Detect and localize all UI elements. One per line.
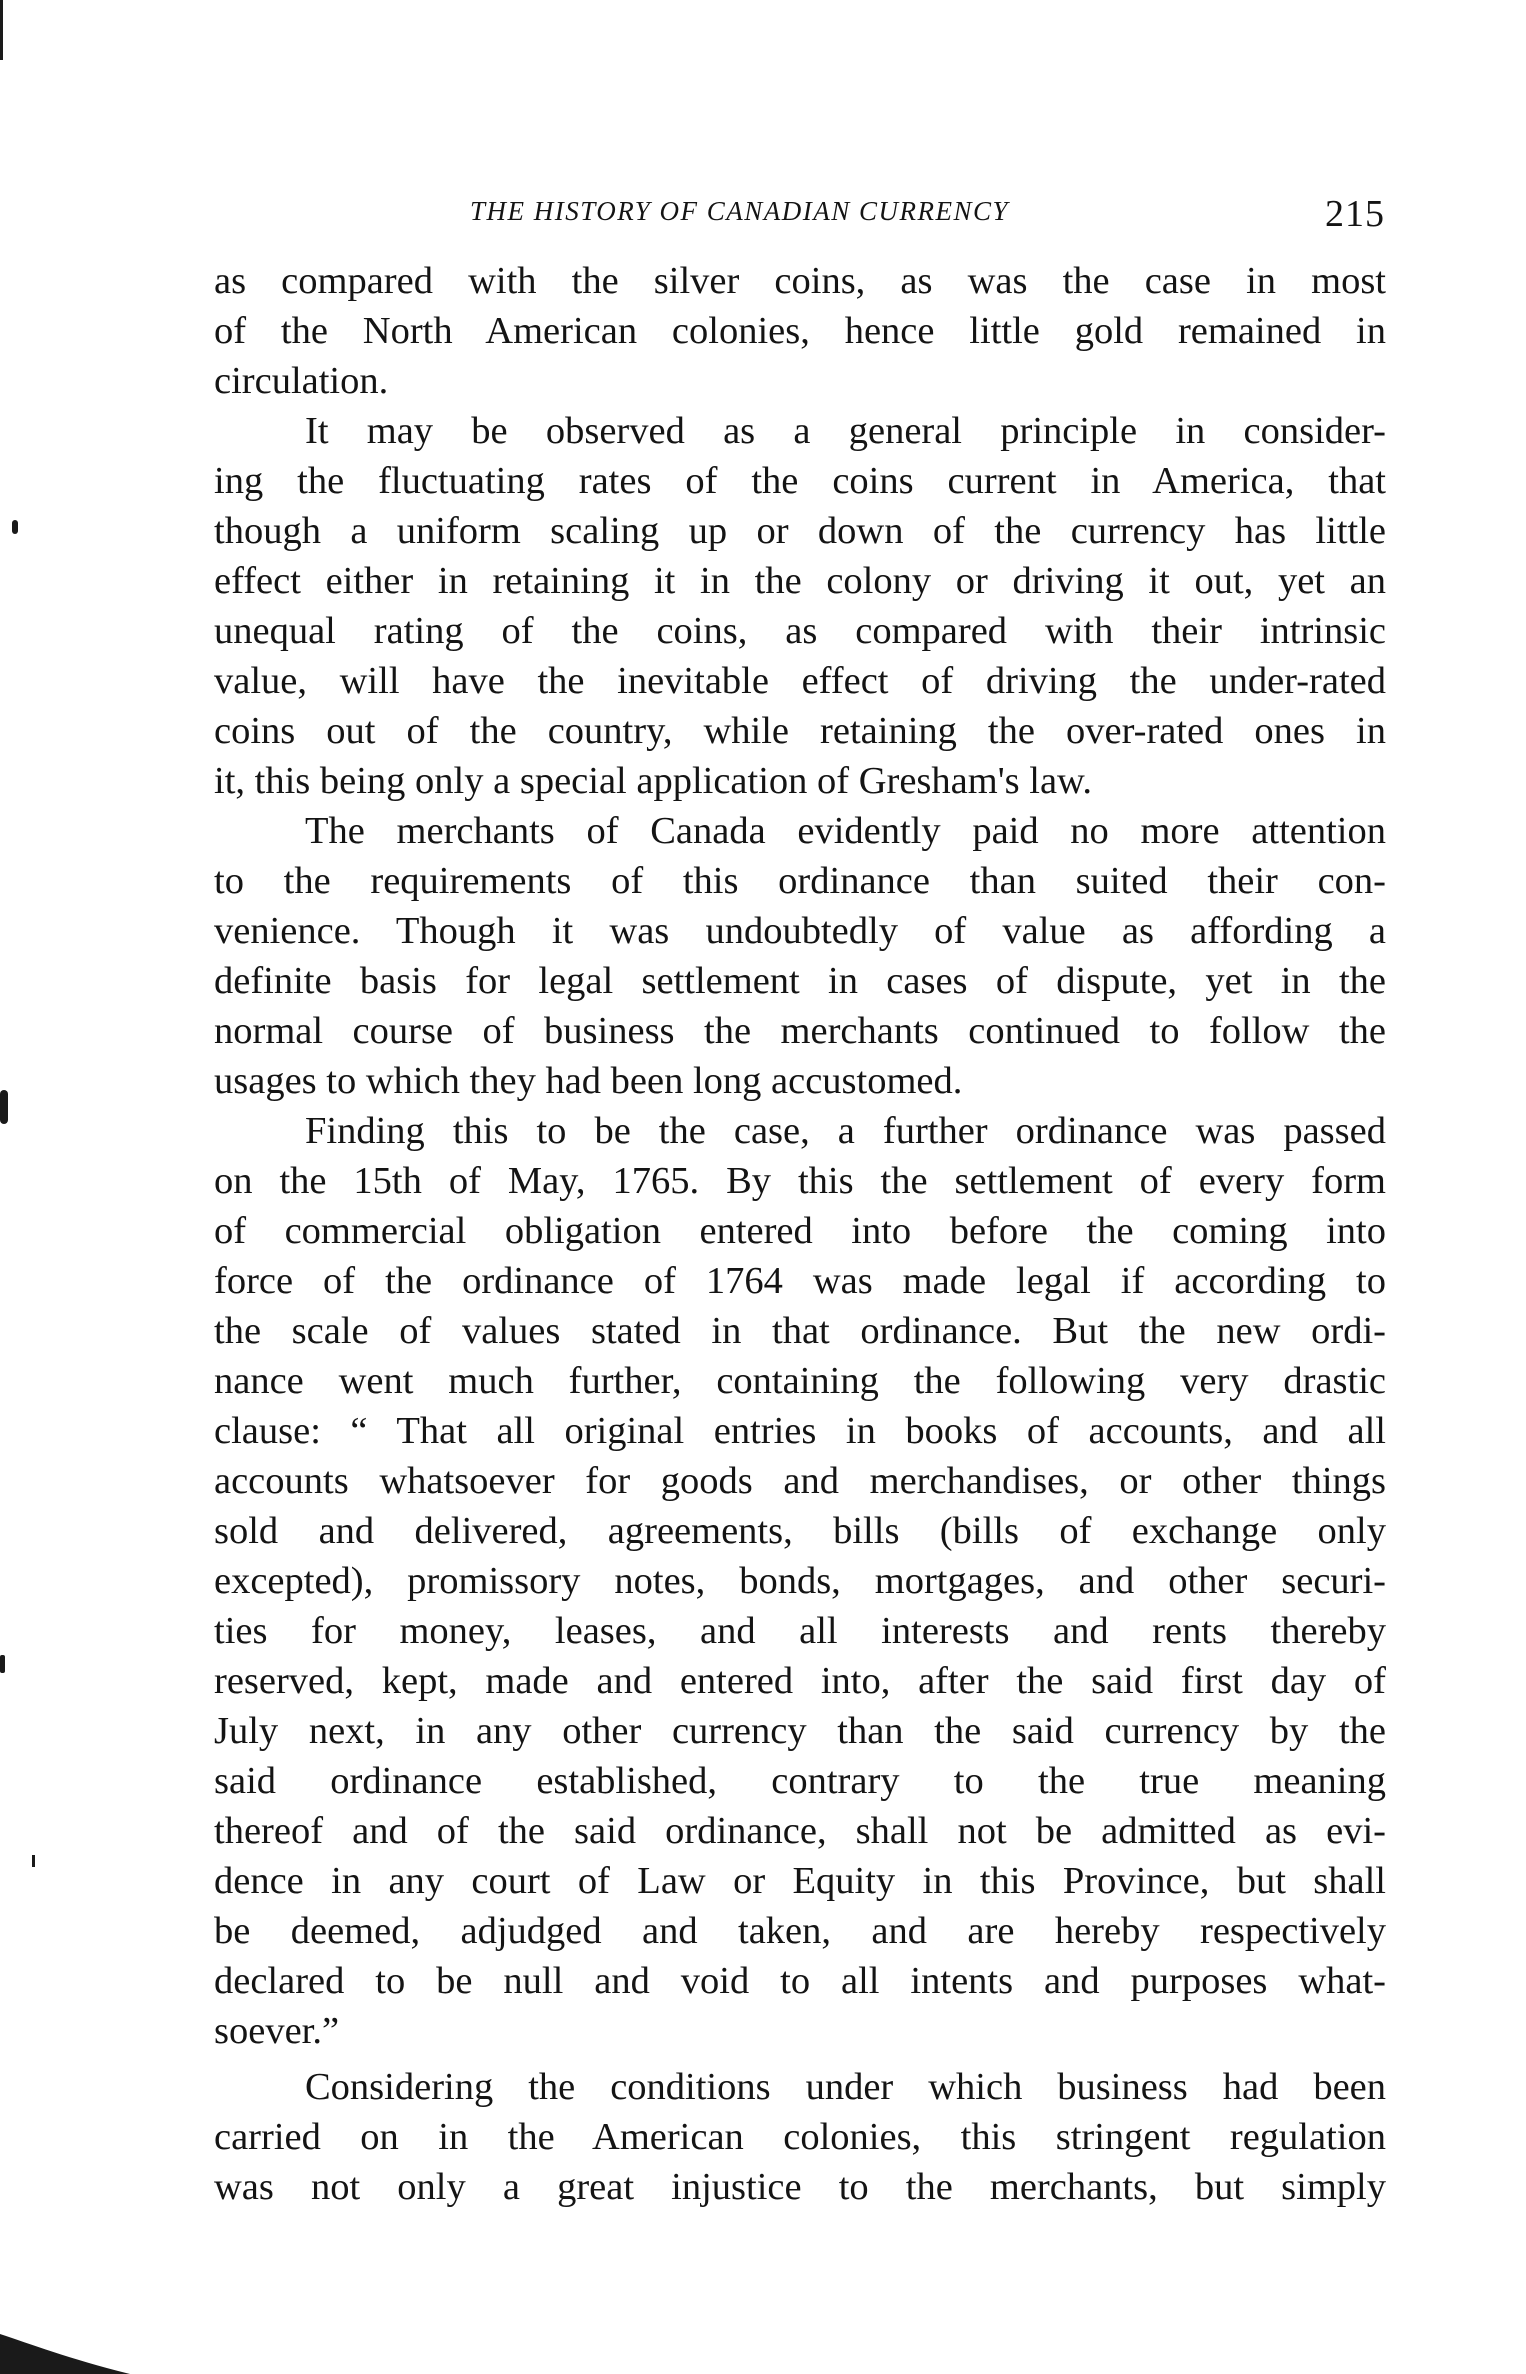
text-line: sold and delivered, agreements, bills (bills of exchange only xyxy=(214,1510,1386,1552)
text-line: venience. Though it was undoubtedly of value as affording a xyxy=(214,910,1386,952)
text-line: circulation. xyxy=(214,360,389,402)
text-line: carried on in the American colonies, this stringent regulation xyxy=(214,2116,1386,2158)
running-title: THE HISTORY OF CANADIAN CURRENCY xyxy=(470,196,1010,226)
text-line: unequal rating of the coins, as compared with their intrinsic xyxy=(214,610,1386,652)
text-line: The merchants of Canada evidently paid no more attention xyxy=(305,810,1386,852)
text-line: nance went much further, containing the following very drastic xyxy=(214,1360,1386,1402)
text-line: soever.” xyxy=(214,2010,340,2052)
page-number: 215 xyxy=(1325,193,1385,235)
text-line: though a uniform scaling up or down of the currency has little xyxy=(214,510,1386,552)
text-line: clause: “ That all original entries in books of accounts, and all xyxy=(214,1410,1386,1452)
text-line: be deemed, adjudged and taken, and are hereby respectively xyxy=(214,1910,1386,1952)
text-line: was not only a great injustice to the merchants, but simply xyxy=(214,2166,1386,2208)
text-line: on the 15th of May, 1765. By this the settlement of every form xyxy=(214,1160,1386,1202)
margin-mark xyxy=(0,1090,8,1124)
corner-smudge xyxy=(0,2304,130,2374)
text-line: to the requirements of this ordinance than suited their con- xyxy=(214,860,1386,902)
text-line: the scale of values stated in that ordinance. But the new ordi- xyxy=(214,1310,1386,1352)
text-line: of commercial obligation entered into before the coming into xyxy=(214,1210,1386,1252)
text-line: excepted), promissory notes, bonds, mortgages, and other securi- xyxy=(214,1560,1386,1602)
text-line: ing the fluctuating rates of the coins current in America, that xyxy=(214,460,1386,502)
text-line: reserved, kept, made and entered into, after the said first day of xyxy=(214,1660,1386,1702)
body-text xyxy=(214,256,1386,2212)
text-line: thereof and of the said ordinance, shall not be admitted as evi- xyxy=(214,1810,1386,1852)
page-header xyxy=(215,193,1385,240)
text-line: value, will have the inevitable effect of driving the under-rated xyxy=(214,660,1386,702)
text-line: July next, in any other currency than the said currency by the xyxy=(214,1710,1386,1752)
paragraph xyxy=(214,2062,1386,2212)
text-line: Finding this to be the case, a further ordinance was passed xyxy=(305,1110,1386,1152)
text-line: said ordinance established, contrary to the true meaning xyxy=(214,1760,1386,1802)
text-line: dence in any court of Law or Equity in this Province, but shall xyxy=(214,1860,1386,1902)
text-line: ties for money, leases, and all interests and rents thereby xyxy=(214,1610,1386,1652)
margin-mark xyxy=(0,1655,5,1673)
text-line: Considering the conditions under which business had been xyxy=(305,2066,1386,2108)
text-line: it, this being only a special application of Gresham's law. xyxy=(214,760,1092,802)
paragraph xyxy=(214,256,1386,406)
paragraph xyxy=(214,806,1386,1106)
text-line: force of the ordinance of 1764 was made legal if according to xyxy=(214,1260,1386,1302)
text-line: effect either in retaining it in the colony or driving it out, yet an xyxy=(214,560,1386,602)
text-line: as compared with the silver coins, as was the case in most xyxy=(214,260,1386,302)
margin-mark xyxy=(32,1855,35,1867)
margin-mark xyxy=(0,0,3,60)
text-line: usages to which they had been long accustomed. xyxy=(214,1060,963,1102)
text-line: accounts whatsoever for goods and merchandises, or other things xyxy=(214,1460,1386,1502)
text-line: of the North American colonies, hence little gold remained in xyxy=(214,310,1386,352)
text-line: normal course of business the merchants continued to follow the xyxy=(214,1010,1386,1052)
text-line: It may be observed as a general principle in consider- xyxy=(305,410,1386,452)
text-line: declared to be null and void to all intents and purposes what- xyxy=(214,1960,1386,2002)
text-line: coins out of the country, while retaining the over-rated ones in xyxy=(214,710,1386,752)
text-line: definite basis for legal settlement in cases of dispute, yet in the xyxy=(214,960,1386,1002)
paragraph xyxy=(214,406,1386,806)
paragraph xyxy=(214,1106,1386,2056)
margin-mark xyxy=(12,520,18,534)
